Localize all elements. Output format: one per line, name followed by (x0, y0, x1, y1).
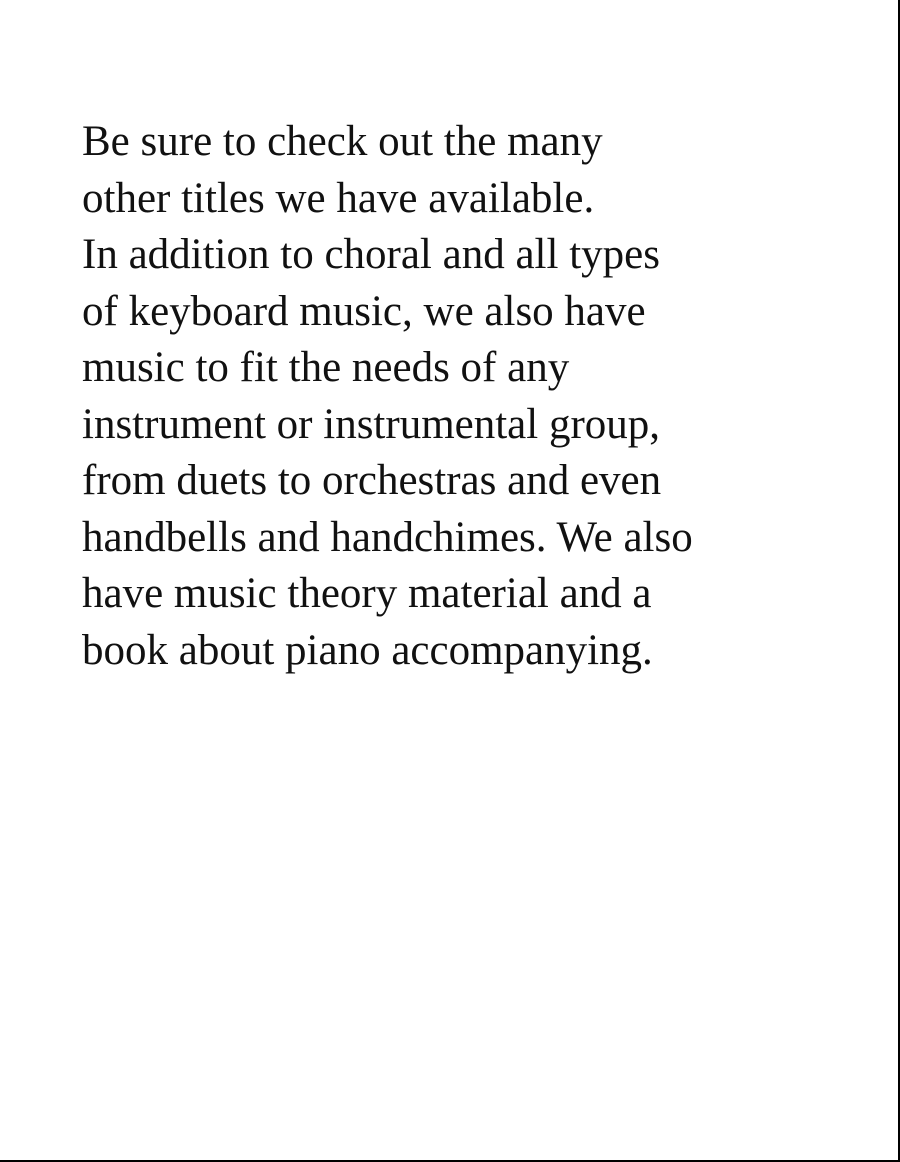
paragraph-line-6: instrument or instrumental group, (82, 400, 661, 448)
paragraph-line-4: of keyboard music, we also have (82, 287, 646, 335)
paragraph-line-10: book about piano accompanying. (82, 626, 653, 674)
paragraph-line-3: In addition to choral and all types (82, 231, 660, 278)
paragraph-line-2: other titles we have available. (82, 174, 595, 222)
paragraph-line-7: from duets to orchestras and even (82, 457, 662, 504)
paragraph-line-9: have music theory material and a (82, 570, 652, 617)
paragraph-line-1: Be sure to check out the many (82, 118, 603, 165)
body-paragraph (82, 114, 872, 679)
paragraph-line-5: music to fit the needs of any (82, 344, 570, 391)
paragraph-line-8: handbells and handchimes. We also (82, 513, 693, 561)
